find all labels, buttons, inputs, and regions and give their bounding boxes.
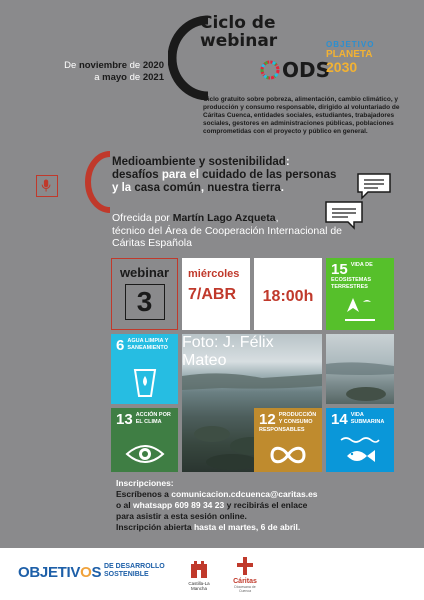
sdg-12-tile: [254, 408, 322, 472]
whatsapp-number[interactable]: whatsapp 609 89 34 23: [133, 500, 225, 510]
fish-waves-icon: [339, 436, 381, 466]
caritas-text: Cáritas: [233, 578, 257, 585]
coast-photo: [326, 334, 394, 404]
sdg-number: 15: [331, 261, 348, 278]
water-glass-icon: [129, 364, 161, 398]
sdg-number: 13: [116, 411, 133, 428]
dates-text: de: [129, 60, 141, 71]
sdg-number: 6: [116, 337, 125, 354]
date-tile: [182, 258, 250, 330]
sdg-number: 12: [259, 411, 276, 428]
topic-text: y la: [112, 182, 132, 194]
red-arc-icon: [84, 150, 114, 214]
day-month: [188, 286, 250, 304]
webinar-number: 3: [125, 284, 165, 320]
speaker-role: Área de Cooperación Internacional de Cáritas Española: [112, 224, 342, 249]
sdg-title: AGUA LIMPIA Y SANEAMIENTO: [127, 338, 169, 351]
intro-paragraph: Ciclo gratuito sobre pobreza, alimentación, cambio climático, y producción y consumo responsable, dirigido al voluntariado de Cáritas Cuenca, entidades sociales, estudiantes, trabajadores sociales, gestores en administraciones públicas, poblaciones comprometidas con el proyecto y público en general.: [203, 96, 400, 135]
sdg-wheel-icon: [260, 60, 280, 80]
webinar-label: webinar: [119, 265, 170, 280]
caritas-logo: [228, 556, 262, 592]
sdg-14-tile: [326, 408, 394, 472]
topic-text: para el: [161, 169, 199, 181]
topic-text: .: [280, 182, 284, 194]
sub-line: DE DESARROLLO: [104, 563, 165, 570]
session-time: 18:00h: [262, 288, 314, 305]
topic-text: casa común: [134, 182, 201, 194]
contact-email-link[interactable]: comunicacion.cdcuenca@caritas.es: [171, 489, 318, 499]
objetivos-sub: [104, 563, 165, 578]
objetivo-text: OBJETIVO: [326, 40, 375, 49]
series-title: [200, 14, 277, 50]
topic-text: desafíos: [112, 169, 159, 181]
insc-text: Escríbenos a: [116, 489, 169, 499]
objetivos-logo: [18, 564, 101, 581]
title-line: Ciclo de: [200, 13, 276, 33]
webinar-number-tile: [111, 258, 178, 330]
objetivos-text: OBJETIV: [18, 564, 81, 581]
dates-text: de: [129, 72, 141, 83]
session-topic: [112, 156, 362, 195]
topic-text: :: [285, 156, 290, 168]
dates-month: noviembre: [78, 60, 127, 71]
sdg-number: 14: [331, 411, 348, 428]
speaker-text: técnico del: [112, 224, 163, 237]
insc-text: o al: [116, 500, 131, 510]
sdg-title: ACCIÓN POR EL CLIMA: [135, 412, 171, 425]
topic-text: cuidado de las personas: [202, 169, 337, 181]
sdg-title: VIDA SUBMARINA: [350, 412, 385, 425]
topic-text: nuestra tierra: [207, 182, 281, 194]
topic-text: ,: [200, 182, 205, 194]
inscriptions-heading: Inscripciones:: [116, 478, 174, 488]
objetivos-text: S: [91, 564, 102, 581]
title-line: webinar: [200, 31, 278, 51]
ods-label: ODS: [282, 58, 331, 82]
infinity-icon: [268, 444, 308, 466]
insc-text: y recibirás el enlace: [226, 500, 308, 510]
dates-year: 2020: [142, 60, 164, 71]
month: /ABR: [196, 286, 237, 303]
sub-line: SOSTENIBLE: [104, 570, 149, 578]
topic-text: Medioambiente y sostenibilidad: [112, 156, 286, 168]
dates-year: 2021: [142, 72, 164, 83]
dates-month: mayo: [102, 72, 127, 83]
insc-text: Inscripción abierta: [116, 522, 192, 532]
castle-icon: [189, 556, 209, 580]
footer-logos: [0, 548, 424, 600]
tree-bird-icon: [343, 294, 377, 324]
microphone-icon: [36, 175, 58, 197]
dates-text: a: [94, 72, 100, 83]
dates-text: De: [64, 60, 77, 71]
year-text: 2030: [326, 59, 358, 75]
sdg-6-tile: [111, 334, 178, 404]
clm-text: Castilla-La Mancha: [188, 581, 210, 591]
speaker-text: Ofrecida por: [112, 212, 170, 224]
objetivo-planeta-logo: [326, 40, 412, 86]
speaker-info: [112, 212, 342, 250]
inscriptions-block: [116, 478, 406, 533]
sdg-15-tile: [326, 258, 394, 330]
time-tile: [254, 258, 322, 330]
eye-globe-icon: [125, 442, 165, 466]
photo-credit: Foto: J. Félix Mateo: [182, 334, 274, 369]
caritas-sub: Diocesana de Cuenca: [234, 585, 256, 593]
weekday: miércoles: [188, 268, 240, 280]
event-dates: [14, 60, 164, 84]
castilla-la-mancha-logo: [186, 556, 212, 592]
planeta-text: PLANETA: [326, 49, 373, 60]
insc-text: para asistir a esta sesión online.: [116, 511, 247, 521]
speaker-name: Martín Lago Azqueta: [172, 212, 276, 224]
day: 7: [188, 286, 197, 303]
objetivos-o: O: [80, 564, 92, 581]
speaker-text: ,: [275, 212, 279, 224]
sdg-title: VIDA DE ECOSISTEMAS TERRESTRES: [331, 262, 373, 290]
caritas-cross-icon: [235, 556, 255, 576]
deadline-text: hasta el martes, 6 de abril.: [193, 522, 301, 532]
sdg-title: PRODUCCIÓN Y CONSUMO RESPONSABLES: [259, 412, 317, 433]
chat-bubble-icon: [356, 172, 392, 200]
sdg-13-tile: [111, 408, 178, 472]
